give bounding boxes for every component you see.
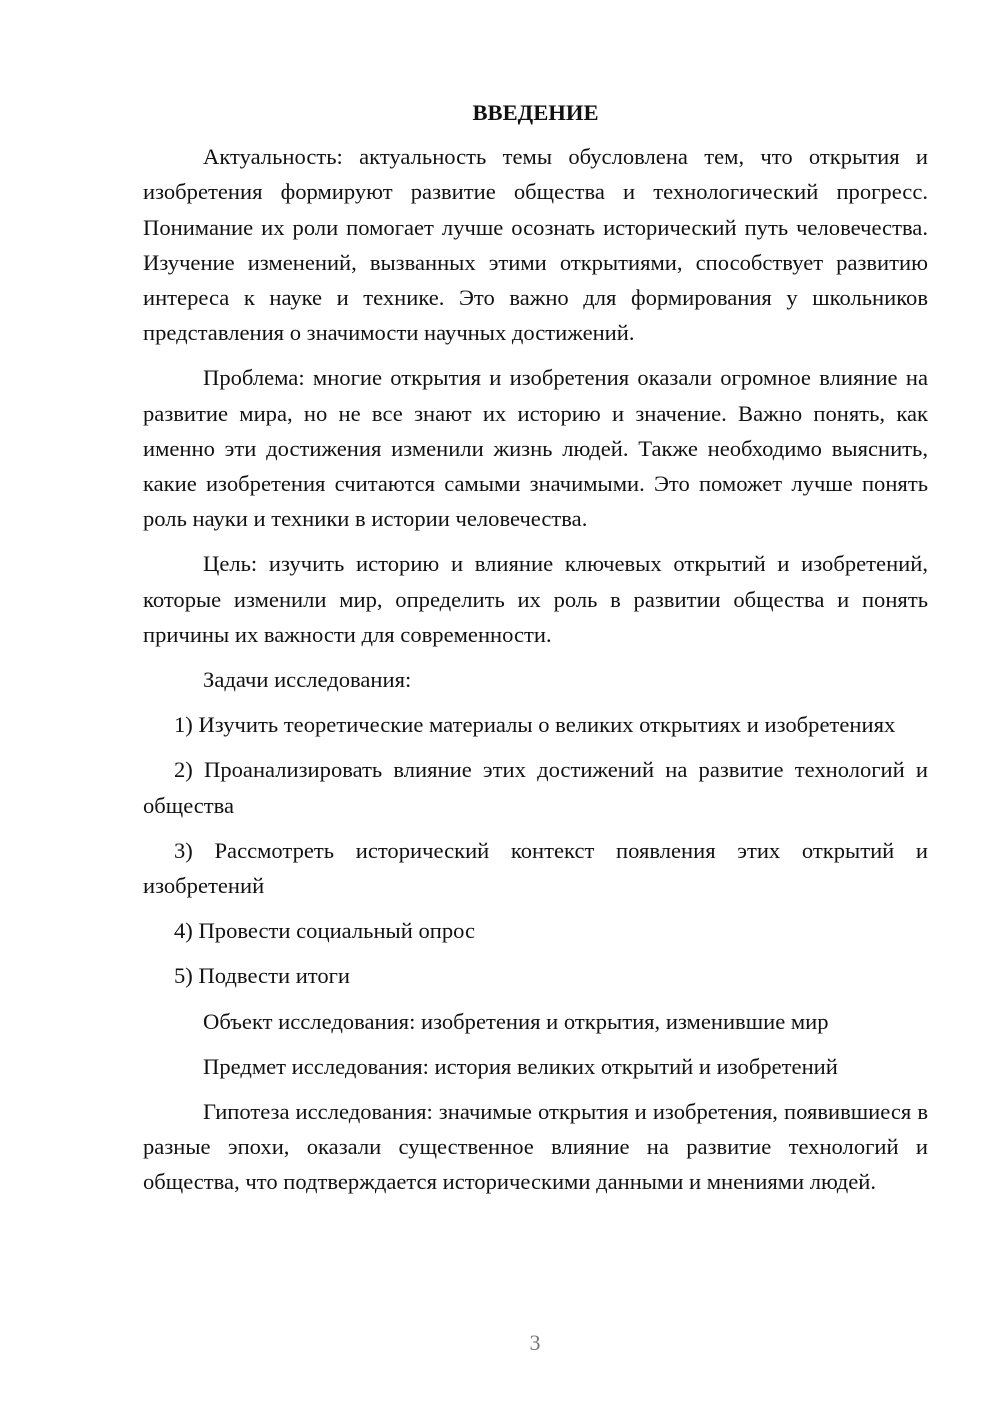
paragraph-hypothesis: Гипотеза исследования: значимые открытия и изобретения, появившиеся в разные эпохи, оказали существенное влияние на развитие технологий и общества, что подтверждается историческими данными и мнениями людей.	[143, 1099, 928, 1195]
paragraph-problem: Проблема: многие открытия и изобретения оказали огромное влияние на развитие мира, но не все знают их историю и значение. Важно понять, как именно эти достижения изменили жизнь людей. Также необходимо выяснить, какие изобретения считаются самыми значимыми. Это поможет лучше понять роль науки и техники в истории человечества.	[143, 365, 928, 532]
paragraph-goal: Цель: изучить историю и влияние ключевых открытий и изобретений, которые изменили мир, определить их роль в развитии общества и понять причины их важности для современности.	[143, 551, 928, 647]
page-number: 3	[529, 1330, 541, 1355]
task-item-1: 1) Изучить теоретические материалы о великих открытиях и изобретениях	[174, 712, 896, 738]
document-title: ВВЕДЕНИЕ	[472, 100, 599, 125]
paragraph-relevance: Актуальность: актуальность темы обусловлена тем, что открытия и изобретения формируют развитие общества и технологический прогресс. Понимание их роли помогает лучше осознать исторический путь человечества. Изучение изменений, вызванных этими открытиями, способствует развитию интереса к науке и технике. Это важно для формирования у школьников представления о значимости научных достижений.	[143, 144, 928, 346]
tasks-heading: Задачи исследования:	[203, 667, 412, 693]
task-item-2: 2) Проанализировать влияние этих достижений на развитие технологий и общества	[143, 757, 928, 818]
task-item-5: 5) Подвести итоги	[174, 963, 351, 989]
document-page	[143, 95, 928, 1210]
task-item-3: 3) Рассмотреть исторический контекст появления этих открытий и изобретений	[143, 837, 928, 899]
task-item-4: 4) Провести социальный опрос	[174, 918, 476, 944]
paragraph-subject: Предмет исследования: история великих открытий и изобретений	[203, 1053, 838, 1079]
paragraph-object: Объект исследования: изобретения и открытия, изменившие мир	[203, 1008, 829, 1034]
